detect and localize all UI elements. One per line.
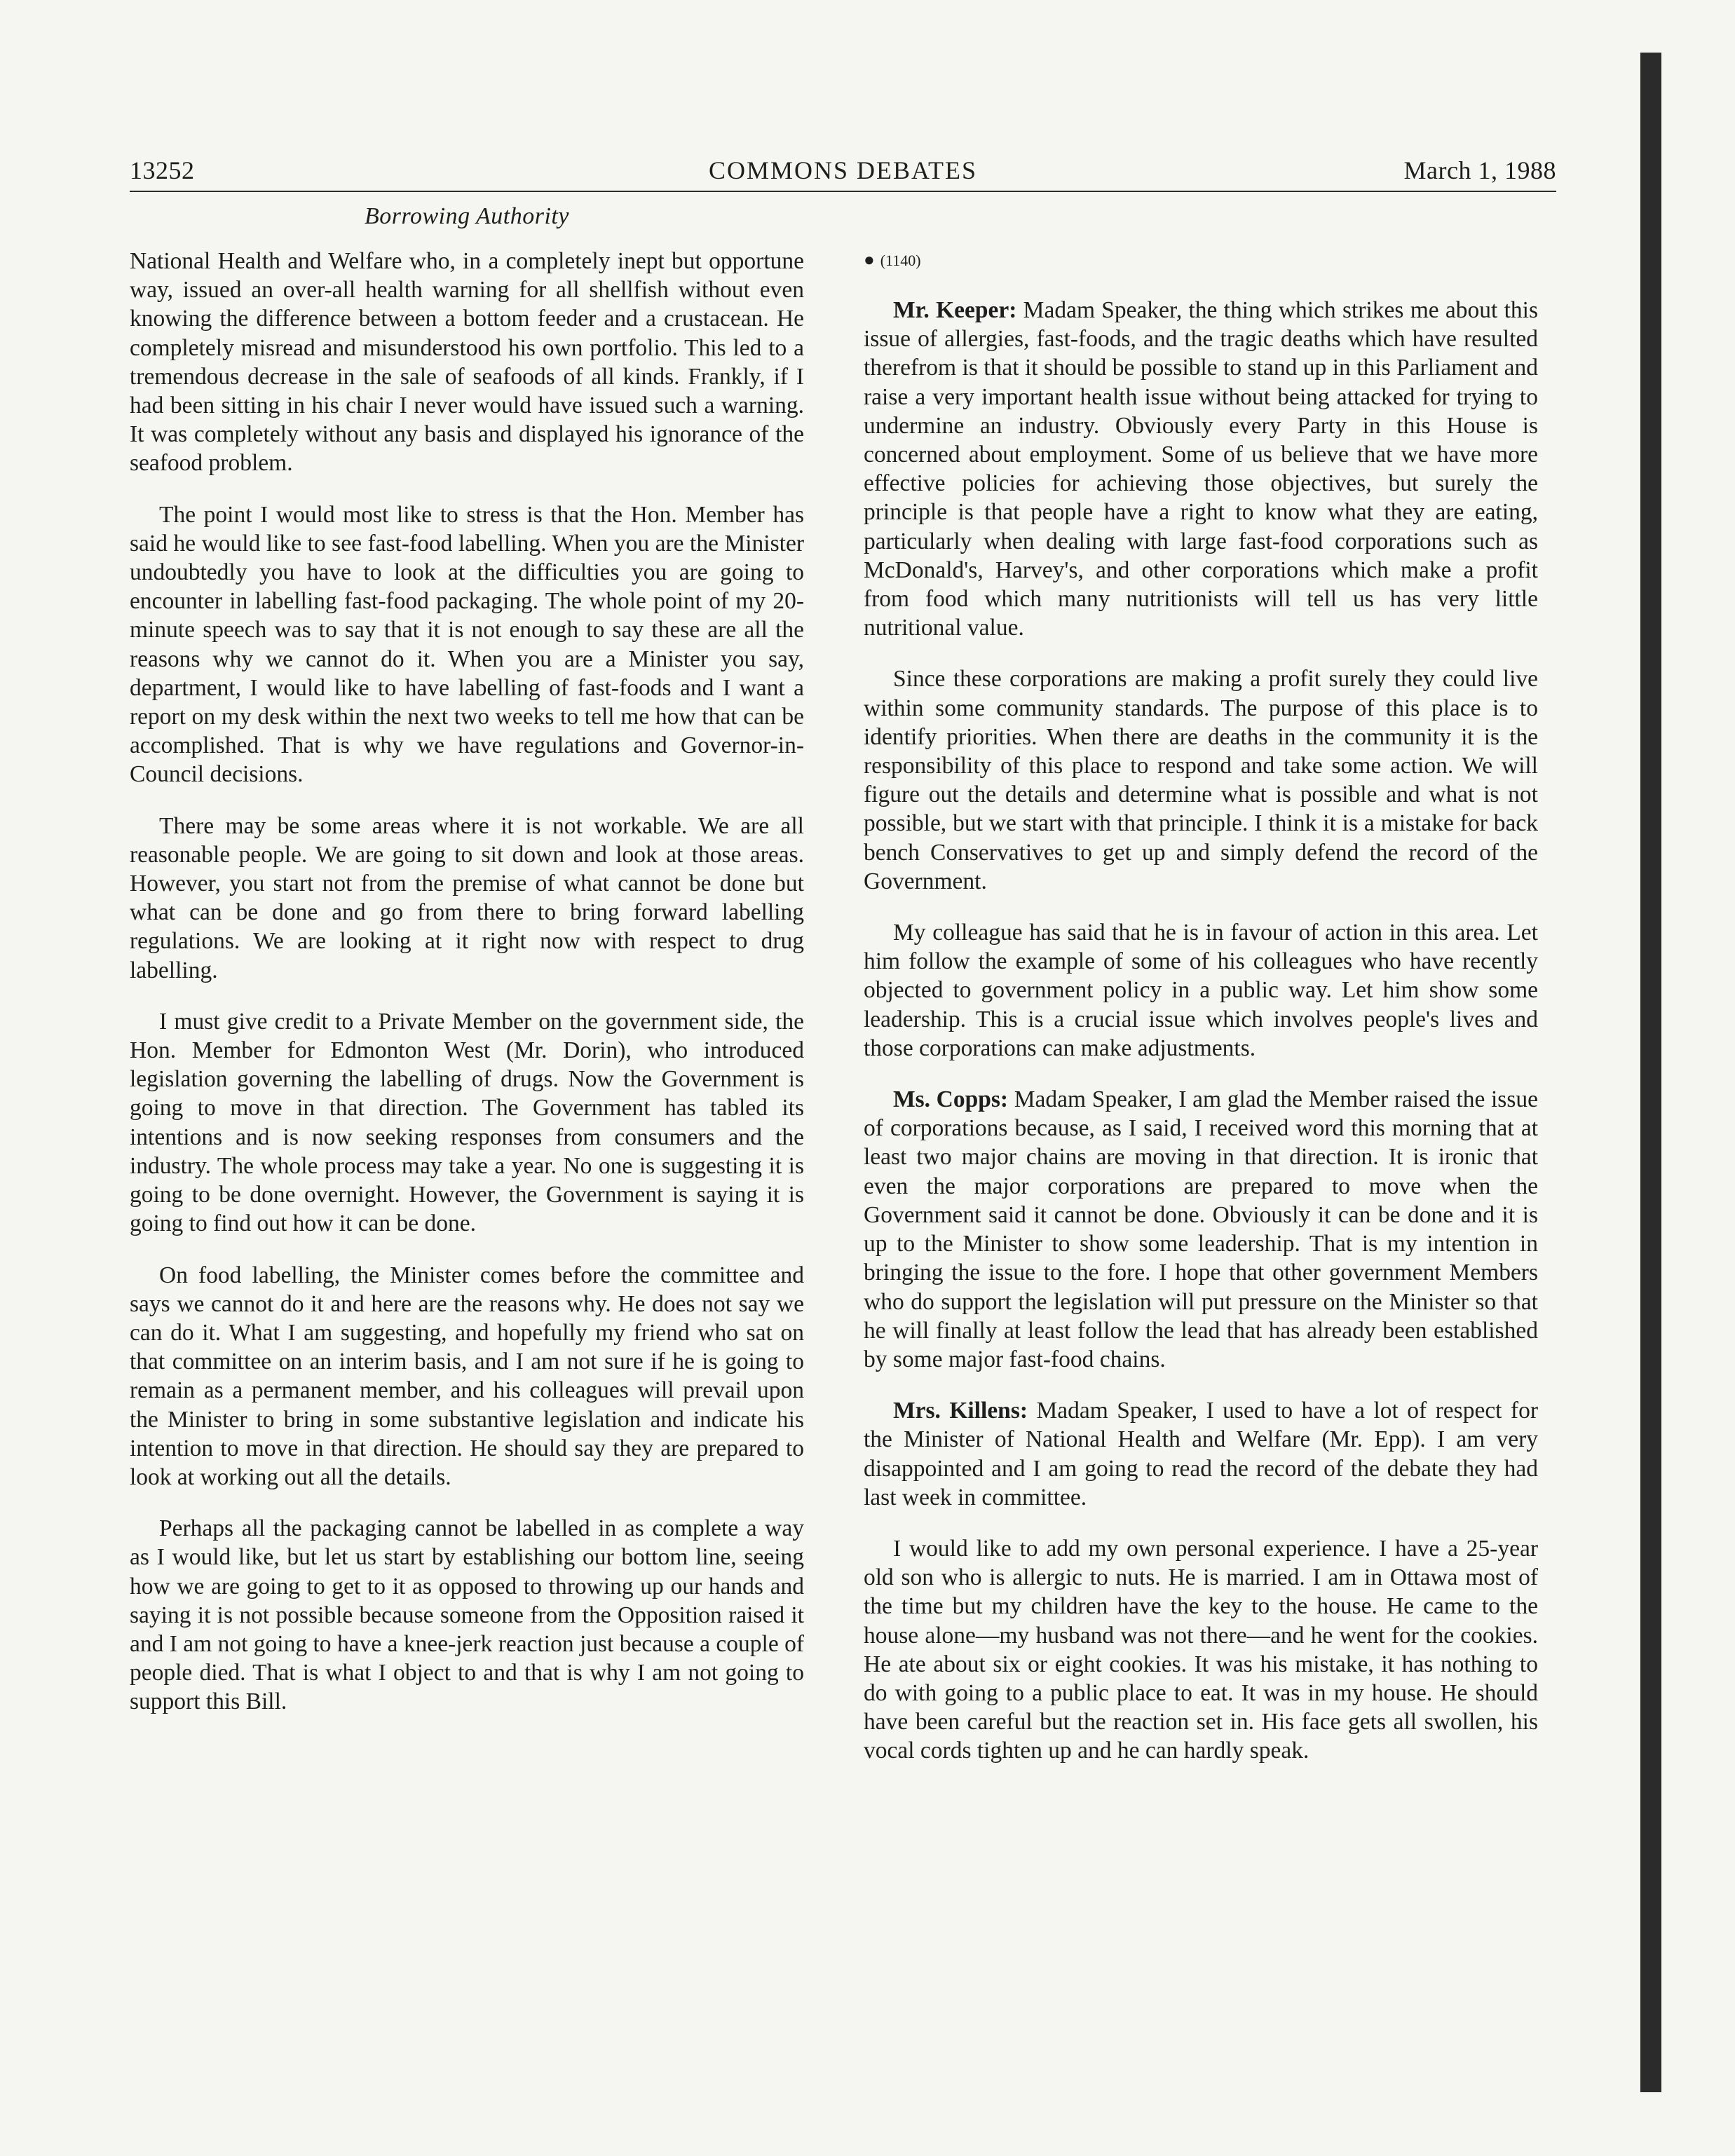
speech-text: Madam Speaker, I am glad the Member raised the issue of corporations because, as I said, I received word this morning that at least two major chains are moving in that direction. It is ironic that even the major corporations are prepared to move when the Government said it cannot be done. Obviously it can be done and it is up to the Minister to show some leadership. That is my intention in bringing the issue to the fore. I hope that other government Members who do support the legislation will put pressure on the Minister so that he will finally at least follow the lead that has already been established by some major fast-food chains. [864, 1086, 1538, 1372]
paragraph: The point I would most like to stress is that the Hon. Member has said he would like to see fast-food labelling. When you are the Minister undoubtedly you have to look at the difficulties you are going to encounter in labelling fast-food packaging. The whole point of my 20-minute speech was to say that it is not enough to say these are all the reasons why we cannot do it. When you are a Minister you say, department, I would like to have labelling of fast-foods and I want a report on my desk within the next two weeks to tell me how that can be accomplished. That is why we have regulations and Governor-in-Council decisions. [130, 501, 804, 788]
time-marker [864, 250, 1538, 296]
speech-paragraph [864, 1085, 1538, 1374]
paragraph: I must give credit to a Private Member on the government side, the Hon. Member for Edmonton West (Mr. Dorin), who introduced legislation governing the labelling of drugs. Now the Government is going to move in that direction. The Government has tabled its intentions and is now seeking responses from consumers and the industry. The whole process may take a year. No one is suggesting it is going to be done overnight. However, the Government is saying it is going to find out how it can be done. [130, 1008, 804, 1237]
speech-paragraph [864, 1396, 1538, 1512]
left-column [130, 247, 804, 1739]
section-title: Borrowing Authority [365, 203, 569, 229]
speech-paragraph [864, 664, 1538, 896]
speaker-name: Mrs. Killens: [893, 1398, 1028, 1424]
bullet-icon: ● [864, 250, 875, 270]
speech-text: Madam Speaker, the thing which strikes me about this issue of allergies, fast-foods, and the tragic deaths which have resulted therefrom is that it should be possible to stand up in this Parliament and raise a very important health issue without being attacked for trying to undermine an industry. Obviously every Party in this House is concerned about employment. Some of us believe that we have more effective policies for achieving those objectives, but surely the principle is that people have a right to know what they are eating, particularly when dealing with large fast-food corporations such as McDonald's, Harvey's, and other corporations which make a profit from food which many nutritionists will tell us has very little nutritional value. [864, 297, 1539, 641]
speech-text: Since these corporations are making a profit surely they could live within some community standards. The purpose of this place is to identify priorities. When there are deaths in the community it is the responsibility of this place to respond and take some action. We will figure out the details and determine what is possible and what is not possible, but we start with that principle. I think it is a mistake for back bench Conservatives to get up and simply defend the record of the Government. [864, 666, 1538, 894]
right-column [864, 247, 1538, 1788]
speech-text: Madam Speaker, I used to have a lot of respect for the Minister of National Health and Welfare (Mr. Epp). I am very disappointed and I am going to read the record of the debate they had last week in committee. [864, 1398, 1538, 1510]
speaker-name: Ms. Copps: [893, 1086, 1009, 1113]
speech-text: My colleague has said that he is in favour of action in this area. Let him follow the example of some of his colleagues who have recently objected to government policy in a public way. Let him show some leadership. This is a crucial issue which involves people's lives and those corporations can make adjustments. [864, 920, 1538, 1061]
paragraph: National Health and Welfare who, in a completely inept but opportune way, issued an over-all health warning for all shellfish without even knowing the difference between a bottom feeder and a crustacean. He completely misread and misunderstood his own portfolio. This led to a tremendous decrease in the sale of seafoods of all kinds. Frankly, if I had been sitting in his chair I never would have issued such a warning. It was completely without any basis and displayed his ignorance of the seafood problem. [130, 248, 804, 477]
time-marker-text: (1140) [880, 252, 921, 269]
header-date: March 1, 1988 [1403, 156, 1556, 184]
speech-paragraph [864, 1534, 1538, 1766]
scan-edge [1640, 53, 1661, 2092]
header-rule [130, 191, 1556, 192]
page-header [130, 156, 1556, 192]
speech-paragraph [864, 296, 1538, 642]
page-number: 13252 [130, 156, 195, 184]
publication-title: COMMONS DEBATES [708, 156, 978, 184]
speech-paragraph [864, 918, 1538, 1063]
paragraph: On food labelling, the Minister comes before the committee and says we cannot do it and here are the reasons why. He does not say we can do it. What I am suggesting, and hopefully my friend who sat on that committee on an interim basis, and I am not sure if he is going to remain as a permanent member, and his colleagues will prevail upon the Minister to bring in some substantive legislation and indicate his intention to move in that direction. He should say they are prepared to look at working out all the details. [130, 1262, 804, 1490]
speech-text: I would like to add my own personal experience. I have a 25-year old son who is allergic to nuts. He is married. I am in Ottawa most of the time but my children have the key to the house. He came to the house alone—my husband was not there—and he went for the cookies. He ate about six or eight cookies. It was his mistake, it has nothing to do with going to a public place to eat. It was in my house. He should have been careful but the reaction set in. His face gets all swollen, his vocal cords tighten up and he can hardly speak. [864, 1535, 1538, 1764]
speaker-name: Mr. Keeper: [893, 297, 1017, 323]
paragraph: Perhaps all the packaging cannot be labelled in as complete a way as I would like, but let us start by establishing our bottom line, seeing how we are going to get to it as opposed to throwing up our hands and saying it is not possible because someone from the Opposition raised it and I am not going to have a knee-jerk reaction just because a couple of people died. That is what I object to and that is why I am not going to support this Bill. [130, 1515, 804, 1715]
paragraph: There may be some areas where it is not workable. We are all reasonable people. We are going to sit down and look at those areas. However, you start not from the premise of what cannot be done but what can be done and go from there to bring forward labelling regulations. We are looking at it right now with respect to drug labelling. [130, 812, 804, 983]
